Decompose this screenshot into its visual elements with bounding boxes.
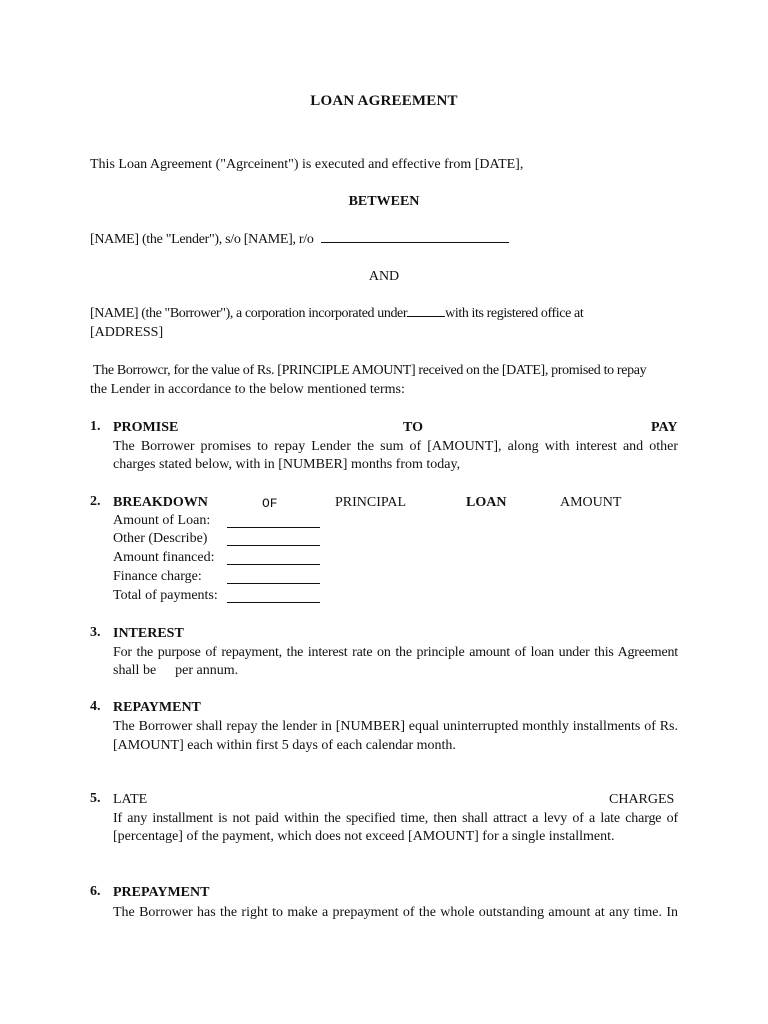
section-1-heading-promise: PROMISE [113,420,179,435]
between-label: BETWEEN [348,194,420,209]
lender-text: [NAME] (the "Lender"), s/o [NAME], r/o [90,232,314,247]
section-3-number: 3. [90,625,101,640]
section-2-heading-loan: LOAN [466,495,507,510]
borrower-text-a: [NAME] (the "Borrower"), a corporation incorporated under [90,306,408,321]
lender-line [90,231,509,249]
and-label: AND [368,269,400,284]
breakdown-blank-4 [227,583,320,584]
section-3-per-annum: per annum. [175,663,239,678]
section-4-line-1: The Borrower shall repay the lender in [NUMBER] equal uninterrupted monthly installments of Rs. [113,719,678,734]
section-4-heading: REPAYMENT [113,700,201,715]
section-5-line-2: [percentage] of the payment, which does not exceed [AMOUNT] for a single installment. [113,829,615,844]
section-3-heading: INTEREST [113,626,184,641]
borrower-text-b: with its registered office at [445,306,584,321]
section-5-heading-charges: CHARGES [609,792,675,807]
section-6-number: 6. [90,884,101,899]
section-1-line-2: charges stated below, with in [NUMBER] months from today, [113,457,461,472]
section-5-line-1: If any installment is not paid within the specified time, then shall attract a levy of a late charge of [113,811,678,826]
section-1-line-1: The Borrower promises to repay Lender the sum of [AMOUNT], along with interest and other [113,439,678,454]
intro-text: This Loan Agreement ("Agrceinent") is executed and effective from [DATE], [90,157,524,172]
section-2-heading-principal: PRINCIPAL [335,495,407,510]
document-title: LOAN AGREEMENT [310,93,458,109]
section-3-line-2 [113,662,238,680]
breakdown-item-total-payments: Total of payments: [113,588,218,603]
borrower-address: [ADDRESS] [90,325,164,340]
section-1-heading-to: TO [403,420,423,435]
section-5-heading-late: LATE [113,792,148,807]
section-4-line-2: [AMOUNT] each within first 5 days of each calendar month. [113,738,456,753]
section-2-heading-of: OF [262,496,278,511]
breakdown-blank-2 [227,545,320,546]
lender-residence-blank [321,241,509,243]
incorporation-blank [407,315,445,317]
section-4-number: 4. [90,699,101,714]
breakdown-blank-1 [227,527,320,528]
consideration-line-1: The Borrowcr, for the value of Rs. [PRINCIPLE AMOUNT] received on the [DATE], promised to repay [93,363,647,378]
section-1-heading-pay: PAY [651,420,678,435]
breakdown-blank-5 [227,602,320,603]
section-6-line-1: The Borrower has the right to make a prepayment of the whole outstanding amount at any time. In [113,905,678,920]
consideration-line-2: the Lender in accordance to the below mentioned terms: [90,382,405,397]
section-3-shall-be: shall be [113,663,157,678]
section-2-heading-breakdown: BREAKDOWN [113,495,208,510]
breakdown-item-finance-charge: Finance charge: [113,569,202,584]
section-2-number: 2. [90,494,101,509]
breakdown-item-other: Other (Describe) [113,531,208,546]
section-5-number: 5. [90,791,101,806]
section-3-line-1: For the purpose of repayment, the interest rate on the principle amount of loan under this Agreement [113,645,678,660]
breakdown-blank-3 [227,564,320,565]
section-2-heading-amount: AMOUNT [560,495,622,510]
section-1-number: 1. [90,419,101,434]
borrower-line-1 [90,305,583,323]
section-6-heading: PREPAYMENT [113,885,210,900]
breakdown-item-amount-of-loan: Amount of Loan: [113,513,211,528]
breakdown-item-amount-financed: Amount financed: [113,550,215,565]
